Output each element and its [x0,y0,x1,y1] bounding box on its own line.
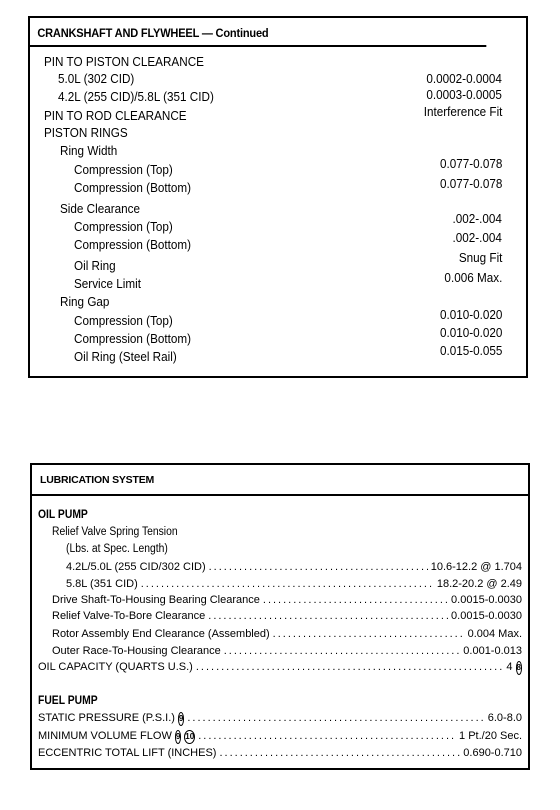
footnote-marker: 9 [178,712,184,726]
spec-row [66,578,522,594]
leader-dots [208,610,448,622]
spec-row [52,594,522,610]
leader-dots [198,730,456,742]
static-pressure-row [38,712,522,728]
static-pressure-label: STATIC PRESSURE (P.S.I.) [38,712,175,724]
volume-flow-row [38,730,522,746]
oil-capacity-label: OIL CAPACITY (QUARTS U.S.) [38,661,193,673]
spec-label: Drive Shaft-To-Housing Bearing Clearance [52,594,260,606]
leader-dots [209,561,428,573]
leader-dots [219,747,460,759]
relief-valve-subheading: (Lbs. at Spec. Length) [66,543,168,555]
eccentric-lift-value: 0.690-0.710 [463,747,522,759]
leader-dots [273,628,465,640]
spec-label: Relief Valve-To-Bore Clearance [52,610,206,622]
piston-rings-heading: PISTON RINGS [44,125,128,140]
leader-dots [141,578,434,590]
spec-value: 0.0003-0.0005 [426,87,502,102]
pin-to-piston-heading: PIN TO PISTON CLEARANCE [44,54,204,69]
static-pressure-value: 6.0-8.0 [487,712,522,724]
spec-label: Rotor Assembly End Clearance (Assembled) [52,628,270,640]
spec-value: 0.0015-0.0030 [451,610,522,622]
spec-value: .002-.004 [452,230,502,245]
spec-label: Compression (Top) [74,313,173,328]
spec-value: 18.2-20.2 @ 2.49 [436,578,522,590]
footnote-marker: 9 [175,730,181,744]
spec-value: Snug Fit [458,250,502,265]
panel-title: LUBRICATION SYSTEM [32,465,528,496]
spec-value: Interference Fit [423,104,502,119]
spec-row [52,610,522,626]
eccentric-lift-label: ECCENTRIC TOTAL LIFT (INCHES) [38,747,217,759]
spec-value: 0.004 Max. [467,628,522,640]
panel-title: CRANKSHAFT AND FLYWHEEL — Continued [30,18,486,47]
lubrication-system-panel [30,463,530,770]
leader-dots [196,661,504,673]
leader-dots [224,645,461,657]
spec-value: 0.0002-0.0004 [426,71,502,86]
crankshaft-flywheel-panel [28,16,528,378]
pin-to-rod-heading: PIN TO ROD CLEARANCE [44,108,187,123]
spec-label: Oil Ring [74,258,116,273]
relief-valve-heading: Relief Valve Spring Tension [52,526,178,538]
spec-value: 0.006 Max. [444,270,502,285]
spec-label: Compression (Bottom) [74,237,192,252]
spec-label: 4.2L/5.0L (255 CID/302 CID) [66,561,206,573]
leader-dots [187,712,484,724]
volume-flow-label: MINIMUM VOLUME FLOW [38,730,172,742]
footnote-marker: 8 [516,661,522,675]
spec-label: 4.2L (255 CID)/5.8L (351 CID) [58,89,214,104]
spec-value: .002-.004 [452,211,502,226]
volume-flow-value: 1 Pt./20 Sec. [459,730,522,742]
spec-value: 0.001-0.013 [463,645,522,657]
oil-capacity-row [38,661,522,677]
spec-label: Compression (Bottom) [74,331,192,346]
spec-value: 0.0015-0.0030 [451,594,522,606]
eccentric-lift-row [38,747,522,763]
spec-label: Oil Ring (Steel Rail) [74,349,177,364]
spec-label: Compression (Top) [74,162,173,177]
ring-width-heading: Ring Width [60,143,118,158]
spec-row [52,628,522,644]
spec-label: 5.8L (351 CID) [66,578,138,590]
side-clearance-heading: Side Clearance [60,201,141,216]
leader-dots [263,594,448,606]
spec-row [52,645,522,661]
spec-label: Outer Race-To-Housing Clearance [52,645,221,657]
spec-label: Compression (Bottom) [74,180,192,195]
spec-value: 0.015-0.055 [439,343,502,358]
spec-value: 0.010-0.020 [439,307,502,322]
spec-label: Service Limit [74,276,141,291]
spec-label: 5.0L (302 CID) [58,71,135,86]
spec-value: 10.6-12.2 @ 1.704 [430,561,522,573]
oil-capacity-value: 4 [506,661,513,673]
fuel-pump-heading: FUEL PUMP [38,695,98,707]
spec-row [66,561,522,577]
spec-value: 0.077-0.078 [439,156,502,171]
footnote-marker: 10 [184,730,195,744]
spec-label: Compression (Top) [74,219,173,234]
spec-value: 0.077-0.078 [439,176,502,191]
oil-pump-heading: OIL PUMP [38,509,88,521]
ring-gap-heading: Ring Gap [60,294,110,309]
spec-value: 0.010-0.020 [439,325,502,340]
